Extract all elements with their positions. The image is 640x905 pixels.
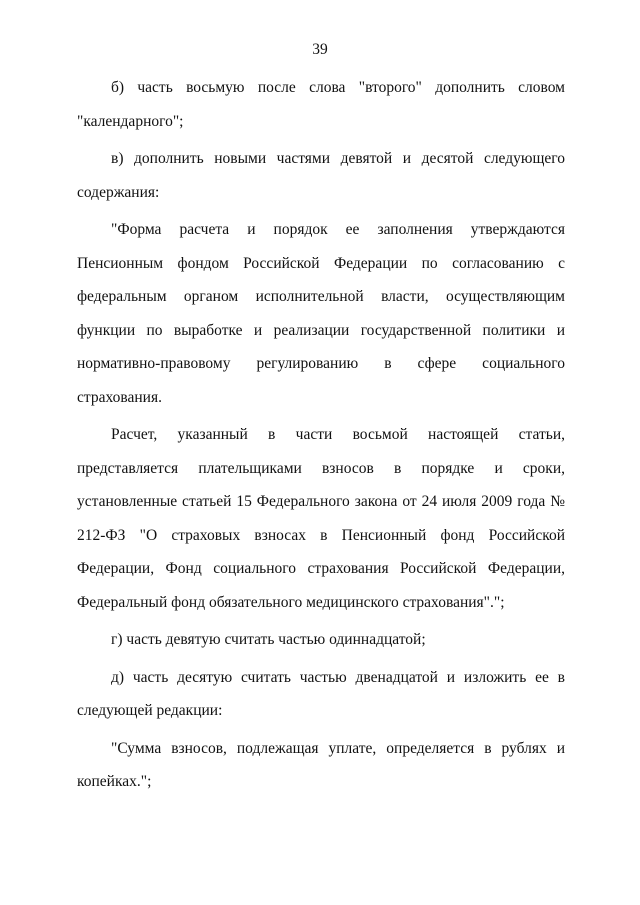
paragraph-b: б) часть восьмую после слова "второго" дополнить словом "календарного"; — [77, 79, 565, 130]
document-body — [77, 71, 565, 799]
paragraph-calculation: Расчет, указанный в части восьмой настоящей статьи, представляется плательщиками взносов в порядке и сроки, установленные статьей 15 Федерального закона от 24 июля 2009 года № 212-ФЗ "О страховых взносах в Пенсионный фонд Российской Федерации, Фонд социального страхования Российской Федерации, Федеральный фонд обязательного медицинского страхования"."; — [77, 426, 565, 611]
paragraph-sum-quote: "Сумма взносов, подлежащая уплате, определяется в рублях и копейках."; — [77, 739, 565, 790]
paragraph-d: д) часть десятую считать частью двенадцатой и изложить ее в следующей редакции: — [77, 668, 565, 719]
paragraph-v: в) дополнить новыми частями девятой и десятой следующего содержания: — [77, 150, 565, 201]
paragraph-form-quote: "Форма расчета и порядок ее заполнения утверждаются Пенсионным фондом Российской Федерации по согласованию с федеральным органом исполнительной власти, осуществляющим функции по выработке и реализации государственной политики и нормативно-правовому регулированию в сфере социального страхования. — [77, 221, 565, 406]
paragraph-g: г) часть девятую считать частью одиннадцатой; — [111, 631, 426, 648]
page-number: 39 — [312, 41, 328, 58]
